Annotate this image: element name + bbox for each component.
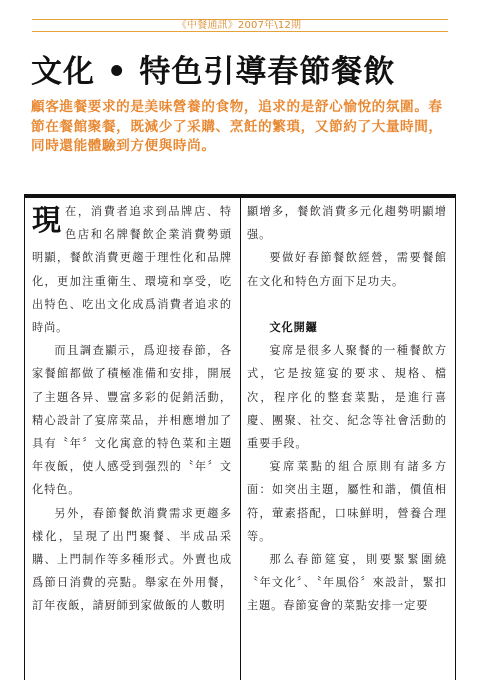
article-column-left [32,200,232,618]
paragraph-continuation: 顯增多，餐飲消費多元化趨勢明顯增强。 [247,205,447,242]
article-title: 文化 • 特色引導春節餐飲 [31,54,396,90]
paragraph: 宴席是很多人聚餐的一種餐飲方式，它是按筵宴的要求、規格、檔次，程序化的整套菜點，是進行喜慶、團聚、社交、紀念等社會活動的重要手段。 [247,344,447,451]
column-rule-right [455,198,456,680]
paragraph: 宴席菜點的組合原則有諸多方面：如突出主題，屬性和諧，價值相符，葷素搭配，口味鮮明，營養合理等。 [247,460,447,543]
paragraph-text: 在，消費者追求到品牌店、特色店和名牌餐飲企業消費勢頭明顯，餐飲消費更趨于理性化和品牌化，更加注重衛生、環境和享受，吃出特色、吃出文化成爲消費者追求的時尚。 [32,205,232,335]
paragraph: 要做好春節餐飲經營，需要餐館在文化和特色方面下足功夫。 [247,251,447,288]
article-column-right [247,200,447,618]
header-rule-bottom [32,31,448,32]
column-rule-middle [240,198,241,680]
drop-cap: 現 [32,203,62,237]
article-lead: 顧客進餐要求的是美味營養的食物，追求的是舒心愉悅的氛圍。春節在餐館聚餐，既減少了采購、烹飪的繁瑣，又節約了大量時間，同時還能體驗到方便與時尚。 [31,99,443,154]
paragraph: 另外，春節餐飲消費需求更趨多樣化，呈現了出門聚餐、半成品采購、上門制作等多種形式。外賣也成爲節日消費的亮點。舉家在外用餐，訂年夜飯，請厨師到家做飯的人數明 [32,506,232,613]
paragraph: 而且調查顯示，爲迎接春節，各家餐館都做了積極准備和安排，開展了主題各异、豐富多彩的促銷活動，精心設計了宴席菜品，并相應增加了具有〝年〞文化寓意的特色菜和主題年夜飯，使人感受到强烈的〝年〞文化特色。 [32,344,232,497]
section-subheading: 文化開鑼 [269,321,318,334]
running-header: 《中餐通訊》2007年\12期 [176,20,302,31]
column-rule-left [24,198,25,680]
paragraph: 那么春節筵宴，則要緊緊圍繞〝年文化〞、〝年風俗〞來設計，緊扣主題。春節宴會的菜點安排一定要 [247,553,447,613]
paragraph [32,200,232,339]
